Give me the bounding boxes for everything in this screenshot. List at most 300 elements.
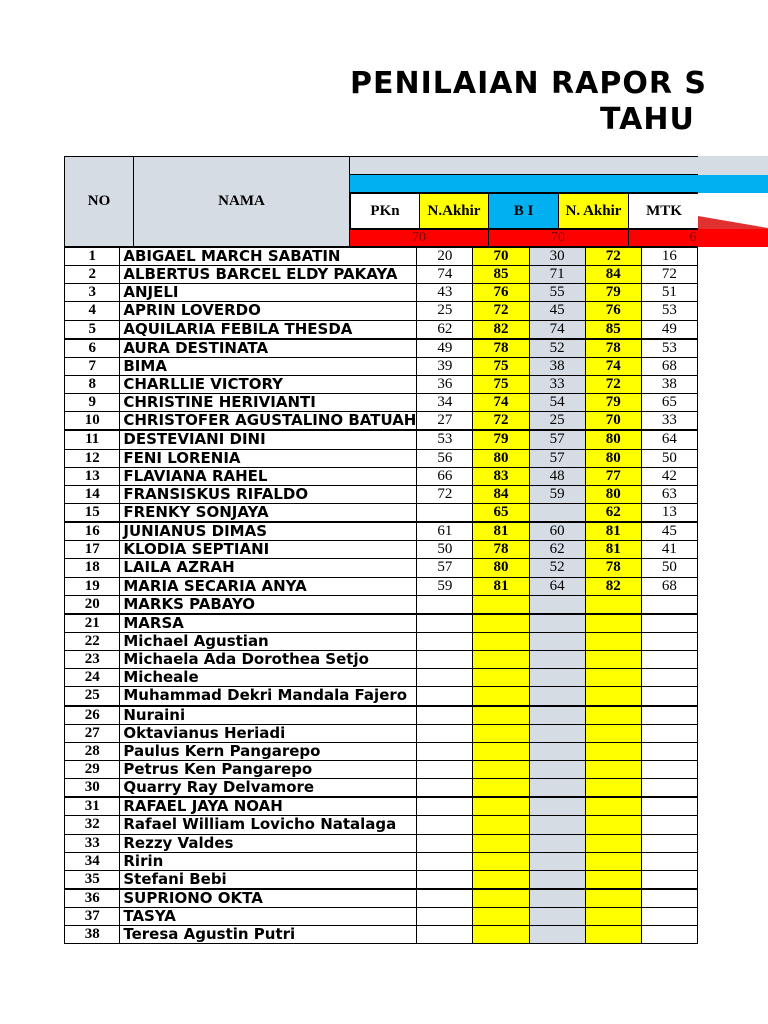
cell-pkn-nakhir[interactable]: 70 <box>473 248 529 266</box>
cell-name[interactable]: CHRISTINE HERIVIANTI <box>120 394 417 412</box>
cell-no[interactable]: 23 <box>65 651 120 669</box>
cell-mtk[interactable] <box>641 669 697 687</box>
cell-bi[interactable] <box>529 706 585 725</box>
header-blue-band <box>350 175 698 193</box>
table-row <box>65 302 698 320</box>
cell-pkn-nakhir[interactable] <box>473 706 529 725</box>
cell-mtk[interactable] <box>641 595 697 614</box>
cell-bi-nakhir[interactable] <box>585 834 641 852</box>
cell-pkn-nakhir[interactable]: 82 <box>473 320 529 339</box>
cell-name[interactable]: DESTEVIANI DINI <box>120 430 417 449</box>
cell-no[interactable]: 11 <box>65 430 120 449</box>
header-no: NO <box>64 156 134 247</box>
cell-mtk[interactable] <box>641 926 697 944</box>
cell-bi[interactable] <box>529 669 585 687</box>
cell-bi[interactable]: 38 <box>529 357 585 375</box>
cell-bi[interactable] <box>529 651 585 669</box>
cell-name[interactable]: TASYA <box>120 908 417 926</box>
cell-name[interactable]: FENI LORENIA <box>120 449 417 467</box>
cell-pkn[interactable] <box>417 503 473 522</box>
cell-pkn[interactable]: 20 <box>417 248 473 266</box>
cell-pkn-nakhir[interactable] <box>473 669 529 687</box>
cell-name[interactable]: Teresa Agustin Putri <box>120 926 417 944</box>
cell-pkn[interactable]: 57 <box>417 559 473 577</box>
table-row <box>65 394 698 412</box>
cell-bi-nakhir[interactable]: 76 <box>585 302 641 320</box>
cell-bi-nakhir[interactable]: 80 <box>585 449 641 467</box>
cell-no[interactable]: 37 <box>65 908 120 926</box>
cell-no[interactable]: 20 <box>65 595 120 614</box>
cell-no[interactable]: 35 <box>65 870 120 889</box>
cell-pkn[interactable]: 74 <box>417 266 473 284</box>
cell-mtk[interactable]: 53 <box>641 302 697 320</box>
cell-bi-nakhir[interactable]: 78 <box>585 559 641 577</box>
cell-name[interactable]: MARKS PABAYO <box>120 595 417 614</box>
cell-name[interactable]: Rezzy Valdes <box>120 834 417 852</box>
cell-bi[interactable] <box>529 816 585 834</box>
cell-no[interactable]: 14 <box>65 485 120 503</box>
cell-name[interactable]: Oktavianus Heriadi <box>120 724 417 742</box>
cell-no[interactable]: 9 <box>65 394 120 412</box>
cell-bi-nakhir[interactable] <box>585 926 641 944</box>
cell-bi-nakhir[interactable] <box>585 687 641 706</box>
cell-bi[interactable]: 74 <box>529 320 585 339</box>
cell-name[interactable]: Michael Agustian <box>120 632 417 650</box>
cell-pkn-nakhir[interactable]: 72 <box>473 302 529 320</box>
cell-mtk[interactable] <box>641 651 697 669</box>
cell-bi[interactable] <box>529 797 585 816</box>
cell-pkn[interactable]: 34 <box>417 394 473 412</box>
cell-no[interactable]: 21 <box>65 614 120 633</box>
cell-pkn[interactable] <box>417 908 473 926</box>
cell-name[interactable]: Paulus Kern Pangarepo <box>120 742 417 760</box>
cell-name[interactable]: ANJELI <box>120 284 417 302</box>
cell-name[interactable]: AURA DESTINATA <box>120 339 417 358</box>
cell-bi-nakhir[interactable]: 80 <box>585 430 641 449</box>
cell-bi-nakhir[interactable] <box>585 870 641 889</box>
cell-mtk[interactable] <box>641 706 697 725</box>
cell-bi-nakhir[interactable] <box>585 742 641 760</box>
table-row <box>65 870 698 889</box>
cell-no[interactable]: 38 <box>65 926 120 944</box>
cell-bi-nakhir[interactable]: 79 <box>585 394 641 412</box>
cell-name[interactable]: KLODIA SEPTIANI <box>120 541 417 559</box>
cell-pkn[interactable]: 36 <box>417 375 473 393</box>
cell-pkn-nakhir[interactable] <box>473 834 529 852</box>
table-row <box>65 834 698 852</box>
cell-mtk[interactable]: 16 <box>641 248 697 266</box>
cell-pkn[interactable] <box>417 926 473 944</box>
cell-pkn[interactable] <box>417 595 473 614</box>
cell-name[interactable]: AQUILARIA FEBILA THESDA <box>120 320 417 339</box>
cell-pkn[interactable]: 50 <box>417 541 473 559</box>
table-row <box>65 284 698 302</box>
cell-name[interactable]: SUPRIONO OKTA <box>120 889 417 908</box>
cell-pkn[interactable] <box>417 779 473 798</box>
cell-no[interactable]: 3 <box>65 284 120 302</box>
cell-name[interactable]: Stefani Bebi <box>120 870 417 889</box>
table-row <box>65 541 698 559</box>
cell-no[interactable]: 34 <box>65 852 120 870</box>
cell-bi[interactable] <box>529 834 585 852</box>
cell-bi[interactable]: 64 <box>529 577 585 595</box>
cell-pkn[interactable] <box>417 669 473 687</box>
cell-pkn-nakhir[interactable] <box>473 926 529 944</box>
cell-pkn-nakhir[interactable] <box>473 816 529 834</box>
cell-pkn[interactable] <box>417 742 473 760</box>
cell-pkn[interactable] <box>417 614 473 633</box>
cell-pkn[interactable] <box>417 651 473 669</box>
cell-bi[interactable] <box>529 889 585 908</box>
cell-name[interactable]: MARIA SECARIA ANYA <box>120 577 417 595</box>
cell-pkn-nakhir[interactable] <box>473 614 529 633</box>
cell-bi[interactable] <box>529 614 585 633</box>
cell-bi-nakhir[interactable] <box>585 632 641 650</box>
cell-pkn-nakhir[interactable]: 81 <box>473 577 529 595</box>
cell-bi[interactable] <box>529 687 585 706</box>
cell-bi[interactable]: 60 <box>529 522 585 541</box>
cell-mtk[interactable] <box>641 870 697 889</box>
cell-no[interactable]: 30 <box>65 779 120 798</box>
cell-pkn[interactable]: 39 <box>417 357 473 375</box>
header-mtk: MTK <box>628 193 698 229</box>
cell-no[interactable]: 18 <box>65 559 120 577</box>
table-row <box>65 248 698 266</box>
cell-pkn[interactable]: 56 <box>417 449 473 467</box>
cell-name[interactable]: FRANSISKUS RIFALDO <box>120 485 417 503</box>
cell-pkn[interactable] <box>417 797 473 816</box>
table-row <box>65 742 698 760</box>
cell-bi-nakhir[interactable]: 77 <box>585 467 641 485</box>
cell-bi[interactable]: 57 <box>529 449 585 467</box>
cell-pkn-nakhir[interactable]: 83 <box>473 467 529 485</box>
cell-mtk[interactable] <box>641 852 697 870</box>
cell-pkn-nakhir[interactable] <box>473 852 529 870</box>
cell-pkn[interactable] <box>417 632 473 650</box>
cell-name[interactable]: Micheale <box>120 669 417 687</box>
cell-pkn[interactable]: 62 <box>417 320 473 339</box>
cell-pkn-nakhir[interactable]: 78 <box>473 541 529 559</box>
cell-pkn[interactable]: 25 <box>417 302 473 320</box>
table-row <box>65 687 698 706</box>
cell-bi-nakhir[interactable]: 78 <box>585 339 641 358</box>
cell-pkn-nakhir[interactable] <box>473 760 529 778</box>
header-gray-band <box>350 156 698 175</box>
cell-mtk[interactable] <box>641 724 697 742</box>
cell-pkn-nakhir[interactable]: 84 <box>473 485 529 503</box>
cell-no[interactable]: 29 <box>65 760 120 778</box>
cell-bi-nakhir[interactable] <box>585 669 641 687</box>
cell-bi-nakhir[interactable] <box>585 614 641 633</box>
cell-no[interactable]: 15 <box>65 503 120 522</box>
table-row <box>65 614 698 633</box>
table-row <box>65 412 698 431</box>
cell-name[interactable]: CHARLLIE VICTORY <box>120 375 417 393</box>
cell-bi-nakhir[interactable] <box>585 816 641 834</box>
cell-pkn[interactable] <box>417 760 473 778</box>
cell-pkn[interactable] <box>417 852 473 870</box>
cell-bi-nakhir[interactable] <box>585 908 641 926</box>
cell-bi-nakhir[interactable]: 81 <box>585 541 641 559</box>
table-row <box>65 320 698 339</box>
cell-bi[interactable]: 52 <box>529 559 585 577</box>
cell-name[interactable]: BIMA <box>120 357 417 375</box>
cell-bi-nakhir[interactable] <box>585 760 641 778</box>
cell-bi[interactable] <box>529 870 585 889</box>
cell-mtk[interactable] <box>641 687 697 706</box>
table-row <box>65 889 698 908</box>
cell-no[interactable]: 22 <box>65 632 120 650</box>
cell-mtk[interactable]: 68 <box>641 577 697 595</box>
cell-bi-nakhir[interactable]: 70 <box>585 412 641 431</box>
cell-name[interactable]: Nuraini <box>120 706 417 725</box>
cell-bi-nakhir[interactable]: 85 <box>585 320 641 339</box>
cell-no[interactable]: 25 <box>65 687 120 706</box>
cell-name[interactable]: Michaela Ada Dorothea Setjo <box>120 651 417 669</box>
cell-pkn[interactable] <box>417 706 473 725</box>
cell-mtk[interactable] <box>641 797 697 816</box>
cell-no[interactable]: 16 <box>65 522 120 541</box>
cell-pkn-nakhir[interactable] <box>473 687 529 706</box>
cell-bi[interactable]: 71 <box>529 266 585 284</box>
cell-pkn-nakhir[interactable] <box>473 742 529 760</box>
cell-no[interactable]: 4 <box>65 302 120 320</box>
cell-mtk[interactable]: 42 <box>641 467 697 485</box>
cell-bi[interactable] <box>529 908 585 926</box>
cell-mtk[interactable]: 64 <box>641 430 697 449</box>
cell-bi[interactable] <box>529 779 585 798</box>
cell-no[interactable]: 6 <box>65 339 120 358</box>
cell-mtk[interactable] <box>641 779 697 798</box>
cell-pkn-nakhir[interactable]: 81 <box>473 522 529 541</box>
cell-pkn-nakhir[interactable] <box>473 724 529 742</box>
cell-name[interactable]: FLAVIANA RAHEL <box>120 467 417 485</box>
cell-bi-nakhir[interactable] <box>585 595 641 614</box>
table-row <box>65 816 698 834</box>
cell-mtk[interactable]: 65 <box>641 394 697 412</box>
edge-decoration <box>698 156 768 251</box>
cell-pkn-nakhir[interactable] <box>473 779 529 798</box>
cell-bi-nakhir[interactable]: 72 <box>585 248 641 266</box>
cell-pkn-nakhir[interactable] <box>473 651 529 669</box>
cell-mtk[interactable]: 63 <box>641 485 697 503</box>
cell-bi[interactable] <box>529 595 585 614</box>
cell-bi-nakhir[interactable]: 81 <box>585 522 641 541</box>
cell-name[interactable]: LAILA AZRAH <box>120 559 417 577</box>
cell-mtk[interactable]: 45 <box>641 522 697 541</box>
cell-name[interactable]: ABIGAEL MARCH SABATIN <box>120 248 417 266</box>
cell-name[interactable]: CHRISTOFER AGUSTALINO BATUAH <box>120 412 417 431</box>
cell-bi[interactable]: 30 <box>529 248 585 266</box>
cell-no[interactable]: 12 <box>65 449 120 467</box>
cell-pkn[interactable] <box>417 816 473 834</box>
cell-pkn-nakhir[interactable] <box>473 595 529 614</box>
cell-pkn[interactable] <box>417 889 473 908</box>
cell-name[interactable]: Quarry Ray Delvamore <box>120 779 417 798</box>
cell-pkn[interactable]: 49 <box>417 339 473 358</box>
cell-bi[interactable]: 55 <box>529 284 585 302</box>
cell-no[interactable]: 7 <box>65 357 120 375</box>
cell-name[interactable]: RAFAEL JAYA NOAH <box>120 797 417 816</box>
cell-bi-nakhir[interactable]: 84 <box>585 266 641 284</box>
cell-mtk[interactable]: 49 <box>641 320 697 339</box>
cell-bi[interactable] <box>529 760 585 778</box>
kkm-bi: 70 <box>551 230 565 245</box>
table-row <box>65 632 698 650</box>
cell-mtk[interactable]: 38 <box>641 375 697 393</box>
cell-mtk[interactable]: 33 <box>641 412 697 431</box>
cell-bi-nakhir[interactable]: 80 <box>585 485 641 503</box>
cell-pkn[interactable] <box>417 834 473 852</box>
cell-name[interactable]: Ririn <box>120 852 417 870</box>
cell-mtk[interactable] <box>641 889 697 908</box>
cell-pkn[interactable]: 43 <box>417 284 473 302</box>
cell-no[interactable]: 28 <box>65 742 120 760</box>
cell-pkn-nakhir[interactable]: 76 <box>473 284 529 302</box>
cell-pkn-nakhir[interactable]: 75 <box>473 375 529 393</box>
cell-pkn-nakhir[interactable]: 80 <box>473 449 529 467</box>
cell-bi[interactable]: 62 <box>529 541 585 559</box>
cell-bi[interactable]: 48 <box>529 467 585 485</box>
table-row <box>65 339 698 358</box>
cell-no[interactable]: 33 <box>65 834 120 852</box>
table-row <box>65 779 698 798</box>
cell-bi[interactable] <box>529 632 585 650</box>
cell-pkn-nakhir[interactable]: 79 <box>473 430 529 449</box>
cell-no[interactable]: 13 <box>65 467 120 485</box>
cell-name[interactable]: APRIN LOVERDO <box>120 302 417 320</box>
cell-bi-nakhir[interactable] <box>585 706 641 725</box>
cell-mtk[interactable] <box>641 742 697 760</box>
cell-bi[interactable]: 52 <box>529 339 585 358</box>
cell-pkn-nakhir[interactable]: 75 <box>473 357 529 375</box>
cell-bi-nakhir[interactable] <box>585 852 641 870</box>
cell-mtk[interactable] <box>641 908 697 926</box>
cell-pkn[interactable] <box>417 870 473 889</box>
cell-no[interactable]: 17 <box>65 541 120 559</box>
cell-no[interactable]: 27 <box>65 724 120 742</box>
cell-bi-nakhir[interactable]: 72 <box>585 375 641 393</box>
cell-bi-nakhir[interactable]: 79 <box>585 284 641 302</box>
cell-mtk[interactable]: 50 <box>641 559 697 577</box>
cell-mtk[interactable]: 41 <box>641 541 697 559</box>
cell-no[interactable]: 10 <box>65 412 120 431</box>
cell-pkn-nakhir[interactable]: 78 <box>473 339 529 358</box>
cell-mtk[interactable] <box>641 760 697 778</box>
cell-bi[interactable] <box>529 926 585 944</box>
cell-pkn-nakhir[interactable]: 74 <box>473 394 529 412</box>
cell-no[interactable]: 36 <box>65 889 120 908</box>
cell-pkn-nakhir[interactable] <box>473 908 529 926</box>
cell-pkn-nakhir[interactable]: 85 <box>473 266 529 284</box>
cell-bi-nakhir[interactable]: 82 <box>585 577 641 595</box>
cell-pkn-nakhir[interactable] <box>473 797 529 816</box>
cell-pkn[interactable]: 27 <box>417 412 473 431</box>
cell-pkn[interactable]: 59 <box>417 577 473 595</box>
cell-bi[interactable]: 45 <box>529 302 585 320</box>
cell-mtk[interactable] <box>641 834 697 852</box>
cell-bi[interactable]: 33 <box>529 375 585 393</box>
cell-pkn[interactable]: 61 <box>417 522 473 541</box>
cell-name[interactable]: MARSA <box>120 614 417 633</box>
cell-no[interactable]: 19 <box>65 577 120 595</box>
cell-no[interactable]: 26 <box>65 706 120 725</box>
cell-bi[interactable] <box>529 724 585 742</box>
cell-pkn-nakhir[interactable] <box>473 889 529 908</box>
cell-no[interactable]: 24 <box>65 669 120 687</box>
cell-pkn-nakhir[interactable]: 65 <box>473 503 529 522</box>
cell-bi[interactable] <box>529 742 585 760</box>
cell-name[interactable]: JUNIANUS DIMAS <box>120 522 417 541</box>
cell-bi-nakhir[interactable]: 74 <box>585 357 641 375</box>
cell-mtk[interactable] <box>641 614 697 633</box>
cell-bi-nakhir[interactable] <box>585 889 641 908</box>
cell-pkn[interactable]: 72 <box>417 485 473 503</box>
cell-pkn[interactable]: 53 <box>417 430 473 449</box>
cell-mtk[interactable]: 72 <box>641 266 697 284</box>
cell-mtk[interactable]: 53 <box>641 339 697 358</box>
cell-bi-nakhir[interactable] <box>585 779 641 798</box>
cell-bi[interactable]: 54 <box>529 394 585 412</box>
cell-mtk[interactable] <box>641 816 697 834</box>
header-pkn: PKn <box>350 193 420 229</box>
grades-table-body <box>65 248 698 944</box>
cell-bi-nakhir[interactable] <box>585 651 641 669</box>
table-row <box>65 926 698 944</box>
table-row <box>65 669 698 687</box>
cell-pkn-nakhir[interactable]: 80 <box>473 559 529 577</box>
cell-no[interactable]: 2 <box>65 266 120 284</box>
cell-pkn-nakhir[interactable] <box>473 870 529 889</box>
cell-pkn[interactable] <box>417 687 473 706</box>
table-row <box>65 577 698 595</box>
cell-mtk[interactable]: 68 <box>641 357 697 375</box>
cell-no[interactable]: 8 <box>65 375 120 393</box>
cell-name[interactable]: Petrus Ken Pangarepo <box>120 760 417 778</box>
cell-mtk[interactable]: 51 <box>641 284 697 302</box>
cell-bi-nakhir[interactable] <box>585 724 641 742</box>
cell-mtk[interactable] <box>641 632 697 650</box>
cell-bi[interactable] <box>529 852 585 870</box>
cell-pkn[interactable] <box>417 724 473 742</box>
header-pkn-nakhir: N.Akhir <box>419 193 489 229</box>
cell-name[interactable]: FRENKY SONJAYA <box>120 503 417 522</box>
cell-mtk[interactable]: 50 <box>641 449 697 467</box>
table-row <box>65 559 698 577</box>
cell-pkn-nakhir[interactable]: 72 <box>473 412 529 431</box>
cell-bi-nakhir[interactable]: 62 <box>585 503 641 522</box>
cell-no[interactable]: 5 <box>65 320 120 339</box>
cell-name[interactable]: Rafael William Lovicho Natalaga <box>120 816 417 834</box>
table-row <box>65 797 698 816</box>
cell-mtk[interactable]: 13 <box>641 503 697 522</box>
cell-pkn[interactable]: 66 <box>417 467 473 485</box>
cell-pkn-nakhir[interactable] <box>473 632 529 650</box>
cell-no[interactable]: 31 <box>65 797 120 816</box>
table-row <box>65 503 698 522</box>
cell-bi[interactable]: 57 <box>529 430 585 449</box>
report-title-line1: PENILAIAN RAPOR S <box>350 66 707 101</box>
cell-bi[interactable] <box>529 503 585 522</box>
cell-bi-nakhir[interactable] <box>585 797 641 816</box>
cell-bi[interactable]: 25 <box>529 412 585 431</box>
cell-name[interactable]: ALBERTUS BARCEL ELDY PAKAYA <box>120 266 417 284</box>
table-row <box>65 467 698 485</box>
cell-name[interactable]: Muhammad Dekri Mandala Fajero <box>120 687 417 706</box>
cell-no[interactable]: 32 <box>65 816 120 834</box>
cell-no[interactable]: 1 <box>65 248 120 266</box>
cell-bi[interactable]: 59 <box>529 485 585 503</box>
